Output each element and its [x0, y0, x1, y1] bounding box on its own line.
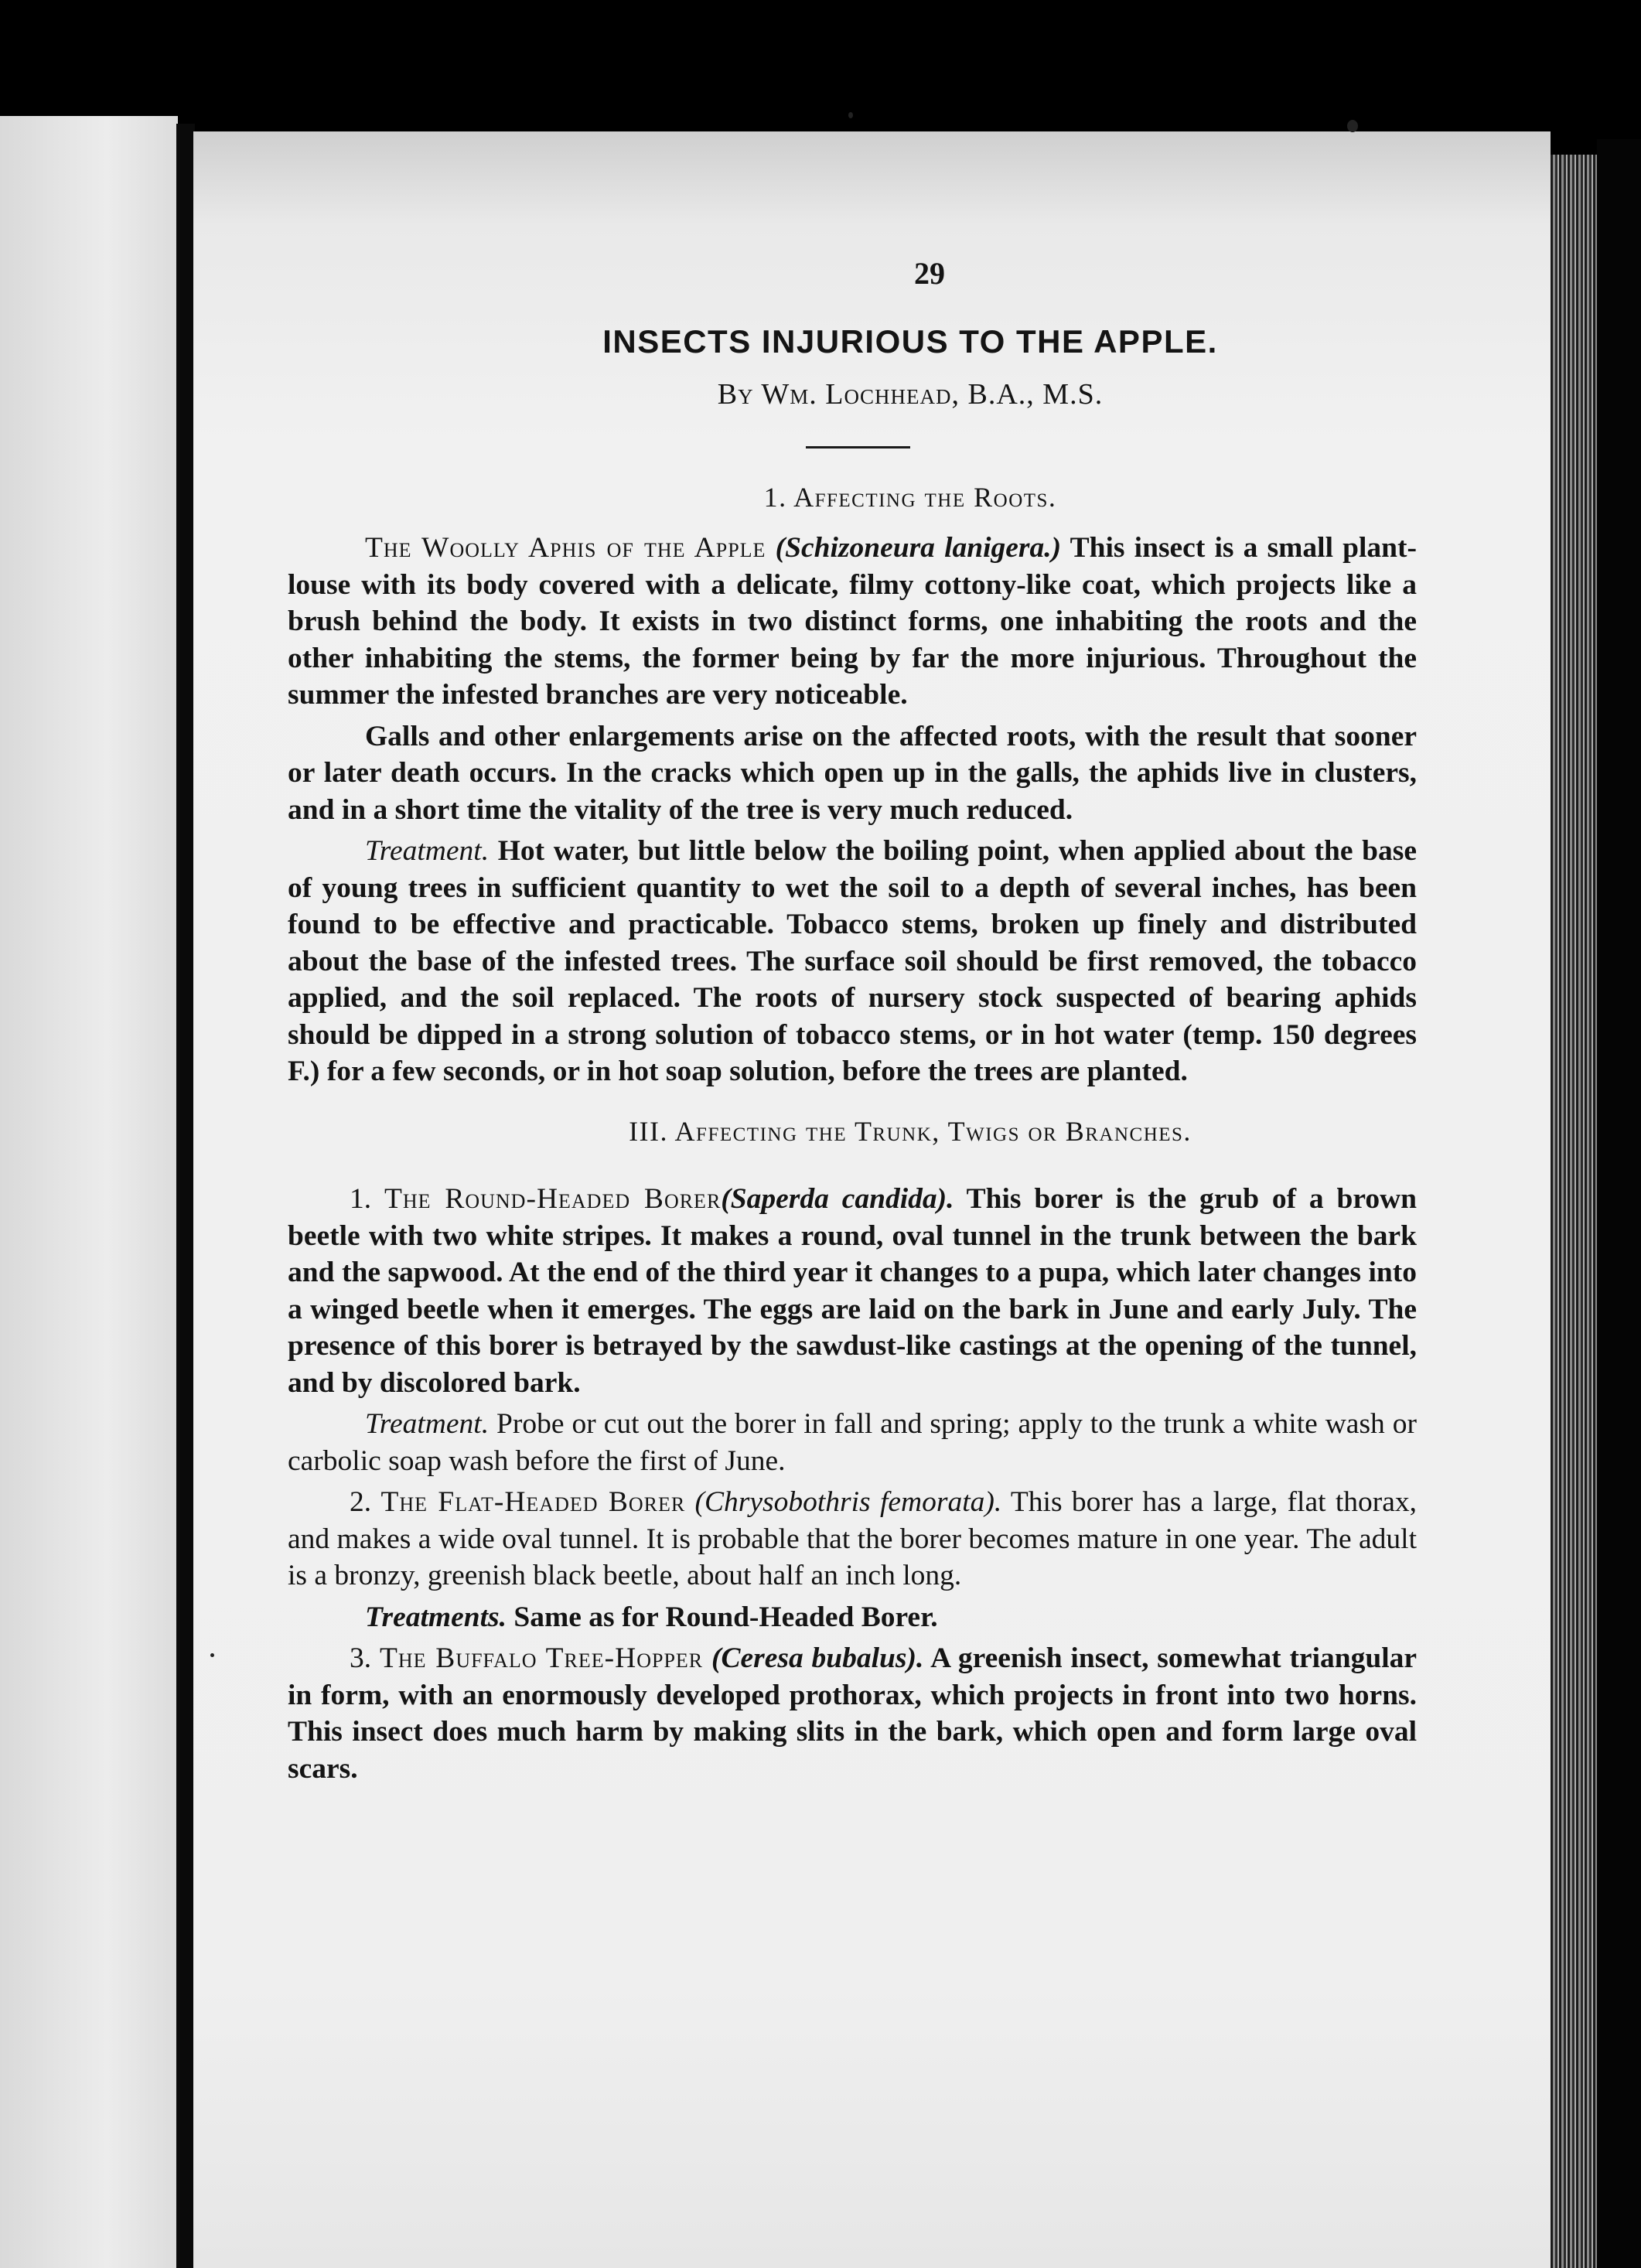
treatment-label: Treatment. — [365, 1408, 490, 1440]
section-heading-trunk: III. Affecting the Trunk, Twigs or Branches. — [629, 1115, 1192, 1147]
insect-name: The Buffalo Tree-Hopper — [379, 1642, 704, 1674]
book-gutter — [176, 124, 195, 2268]
item-number: 2. — [350, 1486, 372, 1518]
paragraph-treatment-round-headed — [288, 1406, 1417, 1479]
scientific-name: (Schizoneura lanigera.) — [775, 532, 1062, 564]
paragraph-text: Same as for Round-Headed Borer. — [513, 1601, 938, 1633]
section-heading-roots: 1. Affecting the Roots. — [763, 481, 1057, 513]
ink-speck — [1347, 120, 1358, 132]
title-rule — [806, 446, 910, 448]
page-stack-edges — [1551, 155, 1597, 2268]
paragraph-text: Hot water, but little below the boiling point, when applied about the base of young trees in sufficient quantity to wet the soil to a depth of several inches, has been found to be effective and practicable. Tobacco stems, broken up finely and distributed about the base of the infested trees. The surface soil should be first removed, the tobacco applied, and the soil replaced. The roots of nursery stock suspected of bearing aphids should be dipped in a strong solution of tobacco stems, or in hot water (temp. 150 degrees F.) for a few seconds, or in hot soap solution, before the trees are planted. — [288, 835, 1417, 1087]
treatment-label: Treatments. — [365, 1601, 507, 1633]
right-border — [1597, 139, 1641, 2268]
paragraph-treatment-flat-headed — [288, 1599, 1417, 1636]
scientific-name: (Ceresa bubalus). — [711, 1642, 924, 1674]
paragraph-text: Galls and other enlargements arise on the affected roots, with the result that sooner or later death occurs. In the cracks which open up in the galls, the aphids live in clusters, and in a short time the vitality of the tree is very much reduced. — [288, 720, 1417, 826]
paragraph-text: This insect is a small plant-louse with its body covered with a delicate, filmy cottony-like coat, which projects like a brush behind the body. It exists in two distinct forms, one inhabiting the roots and the other inhabiting the stems, the former being by far the more injurious. Throughout the summer the infested branches are very noticeable. — [288, 532, 1418, 711]
paragraph-text: Probe or cut out the borer in fall and spring; apply to the trunk a white wash or carbolic soap wash before the first of June. — [288, 1408, 1417, 1477]
scientific-name: (Chrysobothris femorata). — [694, 1486, 1002, 1518]
paragraph-text: This borer has a large, flat thorax, and makes a wide oval tunnel. It is probable that the borer becomes mature in one year. The adult is a bronzy, greenish black beetle, about half an inch long. — [288, 1486, 1418, 1591]
paragraph-woolly-aphis — [288, 530, 1417, 714]
insect-name: The Woolly Aphis of the Apple — [365, 532, 766, 564]
paragraph-text: A greenish insect, somewhat triangular in form, with an enormously developed prothorax, which projects in front into two horns. This insect does much harm by making slits in the bark, which open and form large oval scars. — [288, 1642, 1418, 1785]
paragraph-round-headed-borer — [288, 1181, 1417, 1401]
page-title: INSECTS INJURIOUS TO THE APPLE. — [602, 322, 1218, 360]
paragraph-buffalo-tree-hopper — [288, 1640, 1417, 1787]
left-page-edge — [0, 116, 178, 2268]
scientific-name: (Saperda candida). — [721, 1183, 954, 1215]
page-number: 29 — [914, 256, 945, 291]
insect-name: The Flat-Headed Borer — [380, 1486, 686, 1518]
paragraph-treatment-roots — [288, 833, 1417, 1090]
ink-speck — [848, 112, 853, 118]
treatment-label: Treatment. — [365, 835, 490, 867]
paragraph-flat-headed-borer — [288, 1484, 1417, 1594]
insect-name: The Round-Headed Borer — [384, 1183, 722, 1215]
page-text — [288, 255, 1417, 1792]
paragraph-galls — [288, 718, 1417, 829]
item-number: 3. — [350, 1642, 372, 1674]
paragraph-text: This borer is the grub of a brown beetle with two white stripes. It makes a round, oval tunnel in the trunk between the bark and the sapwood. At the end of the third year it changes to a pupa, which later changes into a winged beetle when it emerges. The eggs are laid on the bark in June and early July. The presence of this borer is betrayed by the sawdust-like castings at the opening of the tunnel, and by discolored bark. — [288, 1183, 1418, 1399]
item-number: 1. — [350, 1183, 372, 1215]
ink-speck — [210, 1653, 214, 1657]
author-byline: By Wm. Lochhead, B.A., M.S. — [717, 378, 1104, 411]
